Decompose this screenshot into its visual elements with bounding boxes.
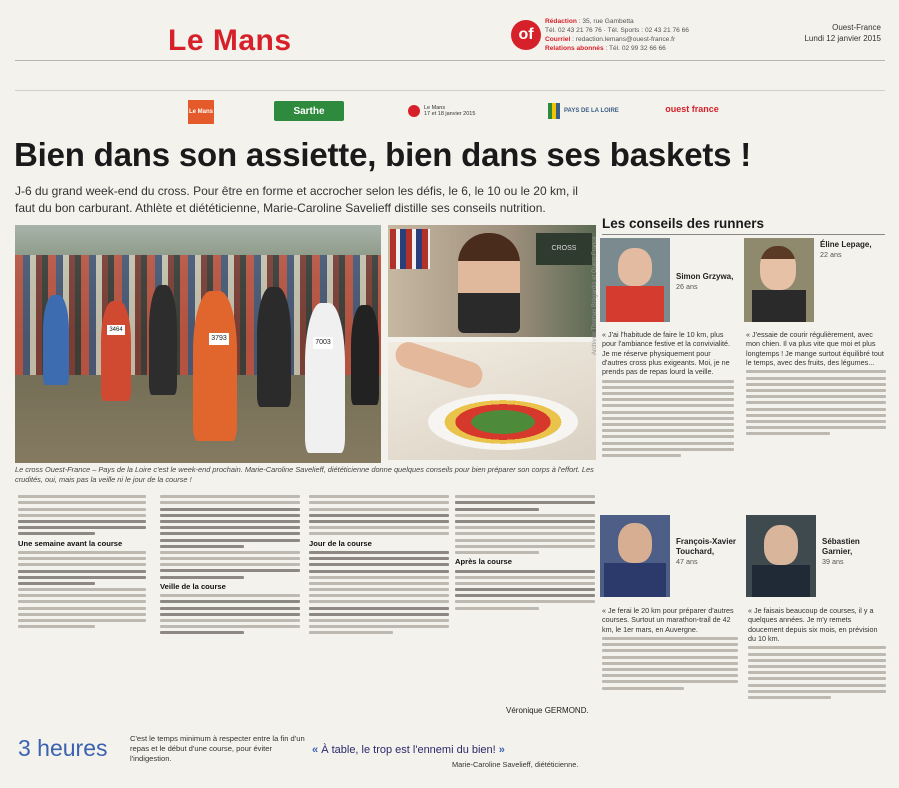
photo-credit: Archives Thomas Brégardis et Ouest-France — [592, 236, 598, 355]
pull-quote-text: À table, le trop est l'ennemi du bien! — [321, 744, 496, 756]
runner-name: Simon Grzywa, — [676, 272, 734, 281]
section-title: Le Mans — [168, 24, 292, 57]
event-name: Le Mans — [424, 105, 446, 111]
quote-open-icon: « — [312, 744, 319, 756]
ouest-france-partner-logo: ouest france — [665, 104, 719, 114]
pdl-flag-icon — [548, 103, 560, 119]
paper-meta — [804, 22, 881, 44]
event-dot-icon — [408, 105, 420, 117]
sidebar-rule — [602, 234, 885, 235]
redaction-phone: Tél. 02 43 21 76 76 · Tél. Sports : 02 43 21 76 66 — [545, 27, 689, 34]
avatar — [600, 238, 670, 322]
paper-date: Lundi 12 janvier 2015 — [804, 34, 881, 43]
subhead-after: Après la course — [455, 557, 512, 567]
masthead-rule — [15, 60, 885, 61]
runner-quote-text: « J'essaie de courir régulièrement, avec mon chien. Il va plus vite que moi et plus longtemps ! Je mange surtout équilibré tout le temps, avec des fruits, des légumes... — [746, 330, 884, 367]
pays-de-la-loire-logo — [548, 101, 628, 121]
subhead-week-before: Une semaine avant la course — [18, 538, 123, 548]
logo-band-rule — [15, 90, 885, 91]
event-logo — [408, 99, 498, 123]
runner-age: 47 ans — [676, 557, 698, 566]
runner-1-id — [676, 272, 746, 291]
avatar — [744, 238, 814, 322]
event-sign: CROSS — [536, 233, 592, 265]
pull-quote-author: Marie-Caroline Savelieff, diététicienne. — [452, 760, 579, 769]
runner-quote-text: « Je ferai le 20 km pour préparer d'autres courses. Surtout un marathon-trail de 42 km, le 1er mars, en Auvergne. — [602, 606, 734, 634]
ouest-france-logo: of — [511, 20, 541, 50]
article-headline: Bien dans son assiette, bien dans ses baskets ! — [14, 136, 752, 173]
abonnes-value: : Tél. 02 99 32 66 66 — [605, 45, 666, 52]
runner-age: 39 ans — [822, 557, 844, 566]
quote-close-icon: » — [498, 744, 505, 756]
kicker-text: C'est le temps minimum à respecter entre la fin d'un repas et le début d'une course, pour éviter l'indigestion. — [130, 734, 305, 763]
pdl-label: PAYS DE LA LOIRE — [564, 108, 619, 114]
runner-quote-text: « Je faisais beaucoup de courses, il y a quelques années. Je m'y remets doucement depuis six mois, en prévision du 10 km. — [748, 606, 878, 643]
runner-age: 22 ans — [820, 250, 842, 259]
abonnes-label: Relations abonnés — [545, 45, 604, 52]
runner-4-quote — [748, 606, 886, 702]
body-column-4 — [455, 492, 595, 613]
courriel-value: : redaction.lemans@ouest-france.fr — [572, 36, 676, 43]
paper-name: Ouest-France — [832, 23, 881, 32]
le-mans-logo: Le Mans — [188, 100, 214, 124]
race-bib: 3464 — [107, 325, 125, 335]
article-standfirst: J-6 du grand week-end du cross. Pour être en forme et accrocher selon les défis, le 6, le 10 ou le 20 km, il faut du bon carburant. Athlète et diététicienne, Marie-Caroline Savelieff distille ses conseils nutrition. — [15, 184, 578, 215]
salad-photo — [388, 342, 596, 460]
event-dates: 17 et 18 janvier 2015 — [424, 111, 476, 117]
runner-name: Sébastien Garnier, — [822, 537, 860, 556]
race-bib: 7003 — [313, 337, 333, 349]
body-column-1 — [18, 492, 146, 631]
body-column-2 — [160, 492, 300, 638]
runner-1-quote — [602, 330, 734, 460]
redaction-label: Rédaction — [545, 18, 577, 25]
avatar — [746, 515, 816, 597]
courriel-label: Courriel — [545, 36, 571, 43]
runners-photo — [15, 225, 381, 463]
contact-block — [545, 17, 765, 53]
runner-name: Éline Lepage, — [820, 240, 872, 249]
runner-3-quote — [602, 606, 738, 693]
subhead-race-day: Jour de la course — [309, 538, 372, 548]
body-column-3 — [309, 492, 449, 638]
sidebar-title: Les conseils des runners — [602, 216, 765, 231]
runner-quote-text: « J'ai l'habitude de faire le 10 km, plus pour l'ambiance festive et la convivialité. Je me réserve physiquement pour d'autres cross plus exigeants. Moi, je ne prends pas de repas lourd la veille. — [602, 330, 731, 377]
runner-2-quote — [746, 330, 886, 438]
dietitian-portrait-photo — [388, 225, 596, 337]
runner-2-id — [820, 240, 886, 259]
runner-name: François-Xavier Touchard, — [676, 537, 737, 556]
runner-age: 26 ans — [676, 282, 698, 291]
subhead-eve: Veille de la course — [160, 581, 226, 591]
sarthe-logo: Sarthe — [274, 101, 344, 121]
pull-quote — [312, 744, 505, 756]
kicker-figure: 3 heures — [18, 735, 108, 761]
runner-3-id — [676, 537, 746, 566]
avatar — [600, 515, 670, 597]
redaction-address: : 35, rue Gambetta — [578, 18, 634, 25]
runner-4-id — [822, 537, 888, 566]
article-signature: Véronique GERMOND. — [506, 706, 589, 715]
race-bib: 3793 — [209, 333, 229, 345]
photo-caption: Le cross Ouest-France – Pays de la Loire c'est le week-end prochain. Marie-Caroline Savelieff, diététicienne donne quelques conseils pour bien préparer son corps à l'effort. Les crudités, oui, mais pas la veille ni le jour de la course ! — [15, 465, 594, 484]
